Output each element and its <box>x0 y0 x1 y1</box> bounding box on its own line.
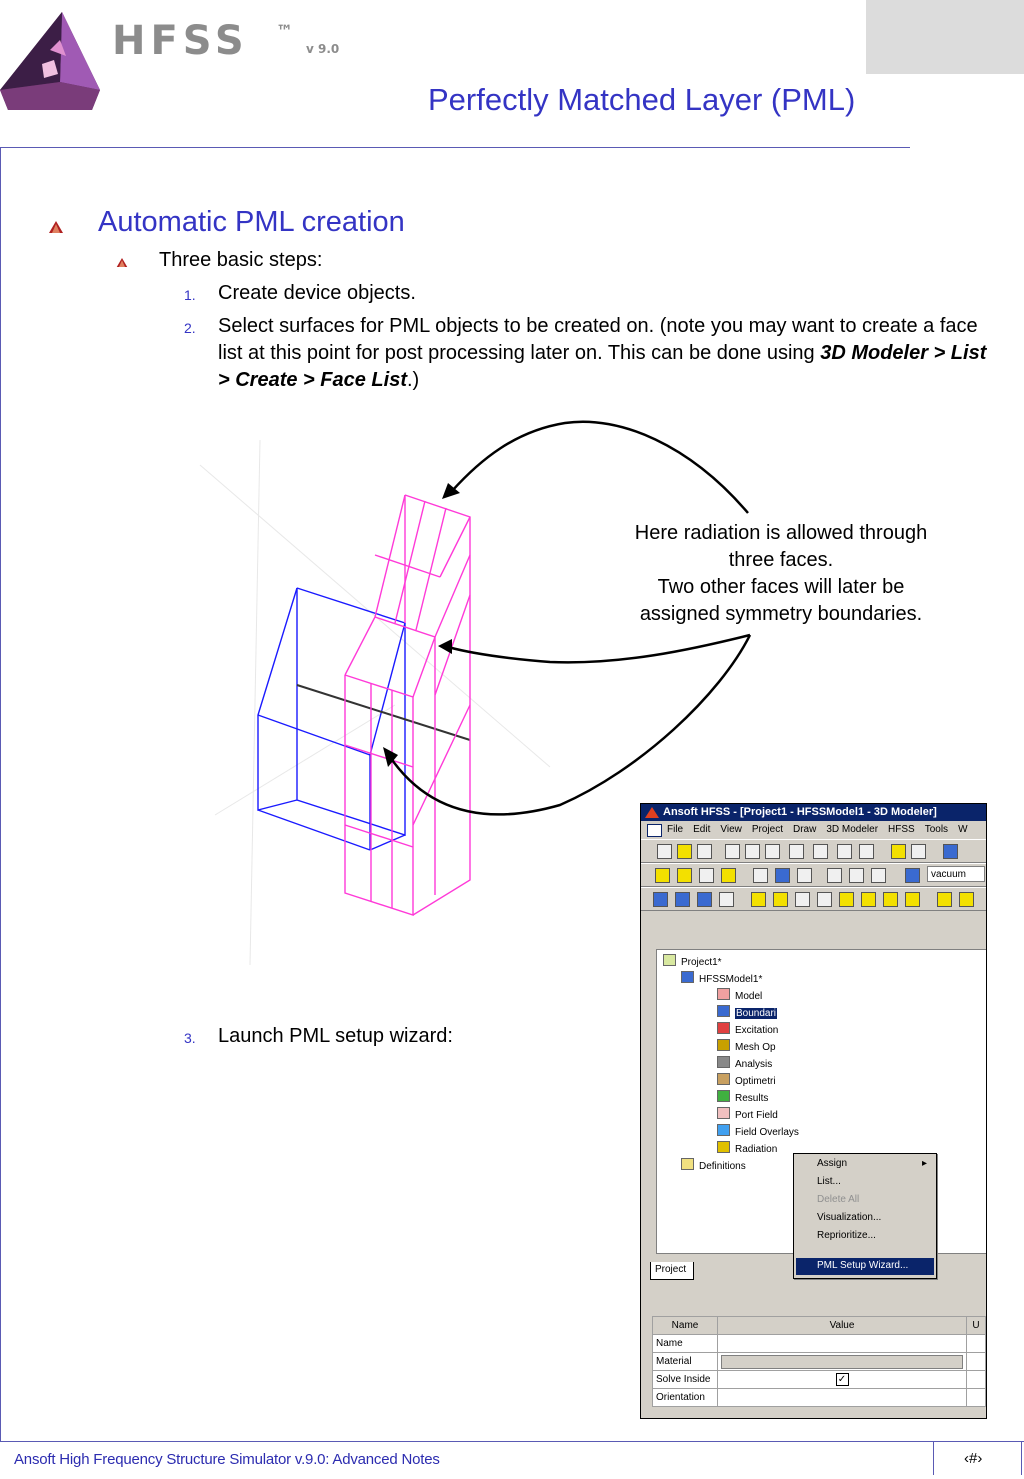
toolbar-icon[interactable] <box>655 868 670 883</box>
step-number: 3. <box>184 1030 196 1046</box>
callout-text <box>600 520 962 628</box>
tree-label: Definitions <box>699 1161 746 1172</box>
table-row <box>653 1389 986 1407</box>
tree-label: Mesh Op <box>735 1042 776 1053</box>
tree-item[interactable] <box>717 1056 772 1070</box>
copy-icon[interactable] <box>745 844 760 859</box>
toolbar-icon[interactable] <box>797 868 812 883</box>
callout-line: Here radiation is allowed through <box>634 522 928 544</box>
document-icon <box>647 824 662 837</box>
column-header: U <box>967 1317 986 1335</box>
tree-item-boundaries[interactable] <box>717 1005 777 1019</box>
property-value[interactable] <box>718 1389 967 1407</box>
step-number: 1. <box>184 287 196 303</box>
menu-path: 3D Modeler > List > Create > Face List <box>218 342 987 391</box>
spline-icon[interactable] <box>773 892 788 907</box>
menu-item-pml-setup-wizard[interactable]: PML Setup Wizard... <box>817 1260 909 1271</box>
tree-item[interactable] <box>717 1090 768 1104</box>
ellipse-icon[interactable] <box>905 892 920 907</box>
hfss-logo-icon <box>0 10 110 115</box>
menu-edit[interactable]: Edit <box>693 824 711 835</box>
step-text: Launch PML setup wizard: <box>218 1025 453 1047</box>
menu-project[interactable]: Project <box>751 824 783 835</box>
material-icon[interactable] <box>905 868 920 883</box>
tree-item[interactable] <box>717 1073 776 1087</box>
port-field-icon <box>717 1107 730 1119</box>
redo-icon[interactable] <box>859 844 874 859</box>
corner-box <box>866 0 1024 74</box>
property-name: Solve Inside <box>653 1371 718 1389</box>
table-header-row <box>653 1317 986 1335</box>
circle-icon[interactable] <box>861 892 876 907</box>
toolbar-icon[interactable] <box>677 868 692 883</box>
footer-text: Ansoft High Frequency Structure Simulator v.9.0: Advanced Notes <box>14 1451 440 1468</box>
property-value[interactable] <box>718 1353 967 1371</box>
toolbar-icon[interactable] <box>753 868 768 883</box>
tree-label: HFSSModel1* <box>699 974 763 985</box>
menu-3d-modeler[interactable]: 3D Modeler <box>826 824 879 835</box>
tree-item[interactable] <box>681 1158 746 1172</box>
project-tree <box>656 949 987 1271</box>
footer-divider <box>0 1441 1024 1442</box>
sub-bullet-icon <box>116 257 128 268</box>
step-text: Create device objects. <box>218 282 416 304</box>
toolbar-icon[interactable] <box>699 868 714 883</box>
column-header: Value <box>718 1317 967 1335</box>
tree-label: Results <box>735 1093 769 1104</box>
toolbar-icon[interactable] <box>721 868 736 883</box>
menu-item-delete-all[interactable]: Delete All <box>817 1194 860 1205</box>
tree-item[interactable] <box>717 1124 799 1138</box>
box-icon[interactable] <box>937 892 952 907</box>
tree-item[interactable] <box>717 1039 776 1053</box>
hfss-model-icon <box>681 971 694 983</box>
step-text-part: .) <box>406 369 420 391</box>
boundary-icon <box>717 1005 730 1017</box>
toolbar-row <box>641 887 986 911</box>
tree-label: Port Field <box>735 1110 778 1121</box>
submenu-arrow-icon: ▸ <box>922 1158 928 1169</box>
context-menu <box>793 1153 937 1279</box>
folder-icon <box>681 1158 694 1170</box>
toolbar-icon[interactable] <box>871 868 886 883</box>
line-icon[interactable] <box>751 892 766 907</box>
tree-label: Excitation <box>735 1025 779 1036</box>
tree-item-model[interactable] <box>681 971 762 985</box>
tree-label: Radiation <box>735 1144 778 1155</box>
mesh-icon <box>717 1039 730 1051</box>
model-icon <box>717 988 730 1000</box>
tree-label: Boundari <box>736 1008 777 1019</box>
toolbar-icon[interactable] <box>775 868 790 883</box>
table-row <box>653 1335 986 1353</box>
field-overlays-icon <box>717 1124 730 1136</box>
property-name: Orientation <box>653 1389 718 1407</box>
menu-window[interactable]: W <box>958 824 968 835</box>
property-value[interactable] <box>718 1335 967 1353</box>
arc-icon[interactable] <box>817 892 832 907</box>
page-number: ‹#› <box>964 1450 983 1467</box>
logo-version: v 9.0 <box>306 42 340 56</box>
tree-label: Field Overlays <box>735 1127 799 1138</box>
window-title: Ansoft HFSS - [Project1 - HFSSModel1 - 3D Modeler] <box>663 806 937 818</box>
menu-hfss[interactable]: HFSS <box>888 824 915 835</box>
toolbar-row <box>641 863 986 887</box>
menu-bar <box>641 821 986 839</box>
property-name: Material <box>653 1353 718 1371</box>
menu-item-list[interactable]: List... <box>817 1176 841 1187</box>
menu-tools[interactable]: Tools <box>924 824 949 835</box>
toolbar-icon[interactable] <box>697 892 712 907</box>
step-text-part: Select surfaces for PML objects to be created on. (note you may want to create a face list at this point for post processing later on. This can be done using <box>218 315 978 364</box>
hfss-model-icon[interactable] <box>943 844 958 859</box>
tree-item[interactable] <box>717 1022 778 1036</box>
menu-draw[interactable]: Draw <box>792 824 817 835</box>
analysis-icon <box>717 1056 730 1068</box>
delete-icon[interactable] <box>813 844 828 859</box>
excitation-icon <box>717 1022 730 1034</box>
save-icon[interactable] <box>697 844 712 859</box>
tree-label: Analysis <box>735 1059 773 1070</box>
window-titlebar <box>641 804 986 821</box>
toolbar-icon[interactable] <box>653 892 668 907</box>
toolbar-row <box>641 839 986 863</box>
tree-item[interactable] <box>717 1107 778 1121</box>
callout-line: assigned symmetry boundaries. <box>639 603 923 625</box>
tab-project[interactable]: Project <box>650 1262 694 1280</box>
hfss-screenshot <box>640 803 987 1419</box>
tree-item[interactable] <box>717 988 762 1002</box>
optimetrics-icon <box>717 1073 730 1085</box>
tree-label: Project1* <box>681 957 722 968</box>
step-number: 2. <box>184 320 196 336</box>
table-row <box>653 1371 986 1389</box>
checkbox-checked-icon[interactable]: ✓ <box>836 1373 849 1386</box>
open-icon[interactable] <box>677 844 692 859</box>
undo-icon[interactable] <box>837 844 852 859</box>
material-button[interactable] <box>721 1355 963 1369</box>
toolbar-icon[interactable] <box>827 868 842 883</box>
cut-icon[interactable] <box>725 844 740 859</box>
material-select[interactable]: vacuum <box>927 866 985 882</box>
paste-icon[interactable] <box>765 844 780 859</box>
context-help-icon[interactable] <box>911 844 926 859</box>
slide-title: Perfectly Matched Layer (PML) <box>428 82 856 117</box>
callout-line: Two other faces will later be <box>657 576 905 598</box>
toolbar-icon[interactable] <box>719 892 734 907</box>
logo-wordmark: HFSS <box>112 18 249 64</box>
callout-line: three faces. <box>728 549 834 571</box>
tree-label: Model <box>735 991 763 1002</box>
polygon-icon[interactable] <box>883 892 898 907</box>
table-row <box>653 1353 986 1371</box>
toolbar-icon[interactable] <box>675 892 690 907</box>
tree-item-project[interactable] <box>663 954 722 968</box>
radiation-icon <box>717 1141 730 1153</box>
properties-table <box>652 1316 986 1407</box>
property-name: Name <box>653 1335 718 1353</box>
menu-item-assign[interactable]: Assign <box>817 1158 848 1169</box>
cylinder-icon[interactable] <box>959 892 974 907</box>
logo-trademark: ™ <box>276 22 293 42</box>
property-value[interactable] <box>718 1371 967 1389</box>
bullet-icon <box>48 220 64 234</box>
section-heading: Automatic PML creation <box>98 206 405 238</box>
column-header: Name <box>653 1317 718 1335</box>
menu-view[interactable]: View <box>720 824 742 835</box>
toolbar-icon[interactable] <box>849 868 864 883</box>
arc-icon[interactable] <box>795 892 810 907</box>
menu-item-reprioritize[interactable]: Reprioritize... <box>817 1230 876 1241</box>
results-icon <box>717 1090 730 1102</box>
help-icon[interactable] <box>891 844 906 859</box>
menu-item-visualization[interactable]: Visualization... <box>817 1212 882 1223</box>
print-icon[interactable] <box>789 844 804 859</box>
ansoft-icon <box>645 807 659 818</box>
tree-item[interactable] <box>717 1141 777 1155</box>
rectangle-icon[interactable] <box>839 892 854 907</box>
tree-label: Optimetri <box>735 1076 776 1087</box>
menu-file[interactable]: File <box>667 824 684 835</box>
steps-intro: Three basic steps: <box>159 249 323 271</box>
new-icon[interactable] <box>657 844 672 859</box>
project-icon <box>663 954 676 966</box>
top-divider <box>0 147 910 148</box>
step-text <box>218 313 988 394</box>
